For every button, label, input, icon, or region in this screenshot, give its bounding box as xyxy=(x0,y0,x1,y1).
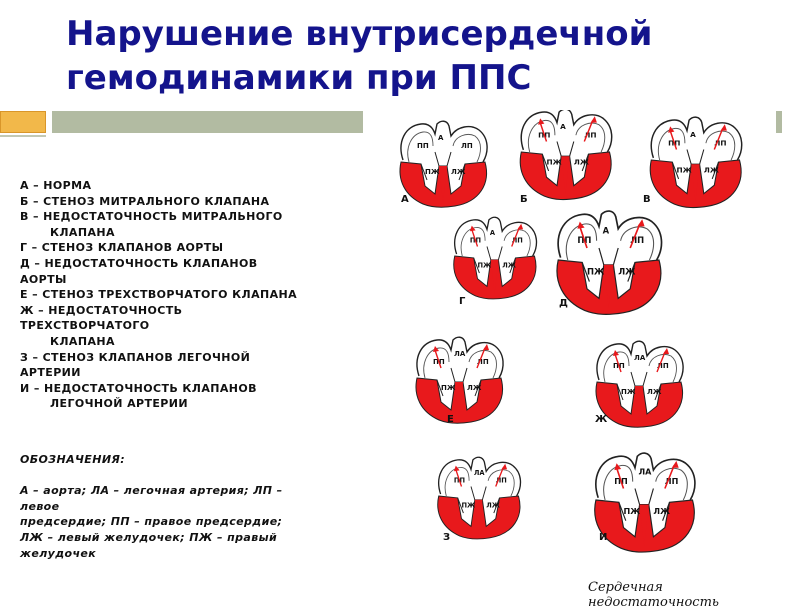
chamber-label-lv: ЛЖ xyxy=(486,501,500,510)
heart-panel xyxy=(416,337,503,423)
chamber-label-ra: ПП xyxy=(538,130,551,140)
panel-letter: Б xyxy=(520,194,528,205)
atria-outline xyxy=(455,217,537,256)
chamber-label-rv: ПЖ xyxy=(623,506,641,516)
chamber-label-lv: ЛЖ xyxy=(467,384,482,392)
panel-letter: З xyxy=(443,532,451,543)
chamber-label-lv: ЛЖ xyxy=(647,388,662,396)
legend-item: Ж – НЕДОСТАТОЧНОСТЬ xyxy=(20,303,183,317)
panel-letter: Г xyxy=(459,296,466,307)
chamber-label-ra: ПП xyxy=(433,358,445,366)
legend-item: А – НОРМА xyxy=(20,179,92,192)
accent-bar-left xyxy=(0,111,46,133)
chamber-label-la: ЛП xyxy=(511,236,523,245)
slide-caption: Сердечная недостаточность xyxy=(588,580,719,610)
heart-diagram-svg xyxy=(363,110,776,570)
legend-item: Г – СТЕНОЗ КЛАПАНОВ АОРТЫ xyxy=(20,241,224,255)
legend-item: КЛАПАНА xyxy=(50,334,115,348)
atria-outline xyxy=(521,110,611,152)
legend-list xyxy=(20,178,360,412)
legend-item: АОРТЫ xyxy=(20,272,67,286)
page-title xyxy=(66,12,766,100)
chamber-label-la: ЛП xyxy=(584,130,597,140)
chamber-label-ra: ПП xyxy=(453,476,466,485)
panel-letter: В xyxy=(643,194,651,205)
panel-letter: Е xyxy=(447,414,454,425)
chamber-label-la: ЛП xyxy=(477,358,489,366)
chamber-label-pa: ЛА xyxy=(454,350,466,358)
chamber-label-ao: А xyxy=(438,134,444,142)
heart-panel xyxy=(438,457,521,539)
legend-item: КЛАПАНА xyxy=(50,225,115,239)
notation-line: предсердие; ПП – правое предсердие; xyxy=(20,515,283,529)
chamber-label-lv: ЛЖ xyxy=(573,157,589,167)
chamber-label-la: ЛП xyxy=(714,138,727,148)
chamber-label-rv: ПЖ xyxy=(546,157,562,167)
chamber-label-rv: ПЖ xyxy=(676,165,692,175)
legend-item: В – НЕДОСТАТОЧНОСТЬ МИТРАЛЬНОГО xyxy=(20,210,283,224)
heart-diagram-figure xyxy=(363,110,776,570)
notation-line: ЛЖ – левый желудочек; ПЖ – правый xyxy=(20,530,278,544)
chamber-label-rv: ПЖ xyxy=(477,261,492,270)
notation-line: А – аорта; ЛА – легочная артерия; ЛП – xyxy=(20,484,283,498)
chamber-label-rv: ПЖ xyxy=(441,384,456,392)
chamber-label-ra: ПП xyxy=(614,476,628,486)
panel-letter: Ж xyxy=(595,414,608,425)
legend-item: Е – СТЕНОЗ ТРЕХСТВОРЧАТОГО КЛАПАНА xyxy=(20,288,298,302)
atria-outline xyxy=(401,121,487,162)
heart-panel xyxy=(557,211,662,314)
atria-outline xyxy=(558,211,661,260)
chamber-label-pa: ЛА xyxy=(638,467,652,477)
chamber-label-lv: ЛЖ xyxy=(502,261,516,270)
notation-line: левое xyxy=(20,499,60,513)
chamber-label-la: ЛП xyxy=(657,362,669,370)
legend-item: Б – СТЕНОЗ МИТРАЛЬНОГО КЛАПАНА xyxy=(20,194,270,208)
title-line-1: Нарушение внутрисердечной xyxy=(66,14,653,54)
chamber-label-ra: ПП xyxy=(417,142,429,150)
chamber-label-ao: А xyxy=(489,229,495,238)
panel-letter: И xyxy=(599,532,608,543)
chamber-label-ra: ПП xyxy=(469,236,482,245)
legend-item: ТРЕХСТВОРЧАТОГО xyxy=(20,319,150,333)
notations-heading: ОБОЗНАЧЕНИЯ: xyxy=(20,453,126,466)
chamber-label-rv: ПЖ xyxy=(587,266,605,277)
chamber-label-pa: ЛА xyxy=(473,469,485,478)
chamber-label-lv: ЛЖ xyxy=(653,506,670,516)
notations xyxy=(20,452,360,561)
chamber-label-la: ЛП xyxy=(495,476,507,485)
chamber-label-pa: ЛА xyxy=(634,354,646,362)
heart-panel xyxy=(596,341,683,427)
legend-item: АРТЕРИИ xyxy=(20,366,81,380)
heart-panel xyxy=(520,110,611,200)
notation-line: желудочек xyxy=(20,546,97,560)
atria-outline xyxy=(651,117,741,160)
heart-panel xyxy=(400,121,487,207)
chamber-label-la: ЛП xyxy=(461,142,473,150)
chamber-label-ra: ПП xyxy=(613,362,625,370)
chamber-label-ra: ПП xyxy=(577,235,592,246)
chamber-label-ra: ПП xyxy=(668,138,681,148)
panel-letter: А xyxy=(401,194,409,205)
legend-item: З – СТЕНОЗ КЛАПАНОВ ЛЕГОЧНОЙ xyxy=(20,350,251,364)
heart-panel xyxy=(454,217,537,299)
legend-item: Д – НЕДОСТАТОЧНОСТЬ КЛАПАНОВ xyxy=(20,256,258,270)
chamber-label-ao: А xyxy=(602,225,610,236)
chamber-label-ao: А xyxy=(690,129,696,139)
chamber-label-la: ЛП xyxy=(630,235,645,246)
panel-letter: Д xyxy=(559,298,568,309)
chamber-label-rv: ПЖ xyxy=(621,388,636,396)
heart-panel xyxy=(595,453,695,552)
notations-lines xyxy=(20,483,360,561)
chamber-label-la: ЛП xyxy=(664,476,679,486)
chamber-label-lv: ЛЖ xyxy=(703,165,719,175)
accent-bar-left-shadow xyxy=(0,135,46,137)
legend-item: И – НЕДОСТАТОЧНОСТЬ КЛАПАНОВ xyxy=(20,381,257,395)
legend-item: ЛЕГОЧНОЙ АРТЕРИИ xyxy=(50,397,188,411)
chamber-label-lv: ЛЖ xyxy=(618,266,636,277)
title-line-2: гемодинамики при ППС xyxy=(66,58,532,98)
chamber-label-ao: А xyxy=(560,121,566,131)
heart-panel xyxy=(650,117,741,207)
chamber-label-rv: ПЖ xyxy=(461,501,476,510)
chamber-label-rv: ПЖ xyxy=(425,168,440,176)
chamber-label-lv: ЛЖ xyxy=(451,168,466,176)
